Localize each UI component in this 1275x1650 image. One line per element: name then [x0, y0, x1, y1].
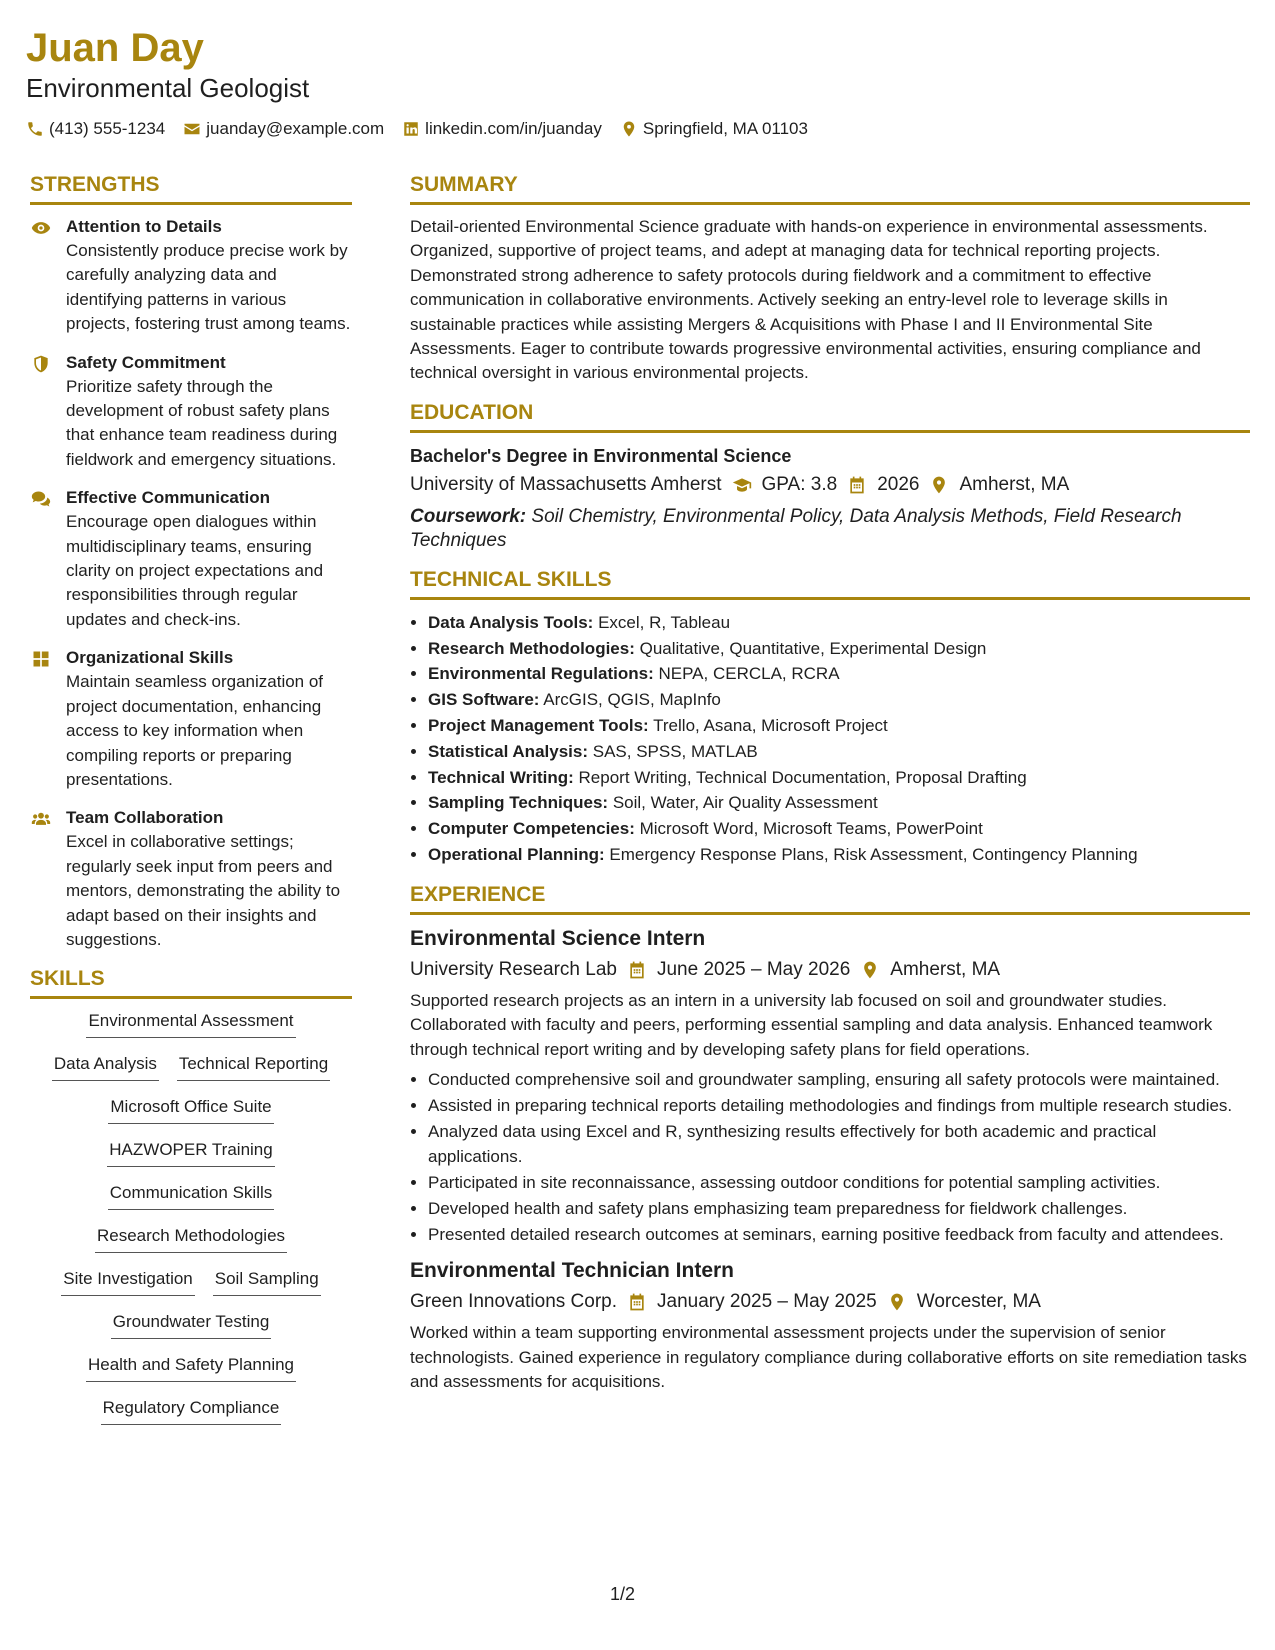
summary-section: [410, 172, 1250, 386]
skill-chip: Groundwater Testing: [111, 1310, 272, 1339]
skill-chip: Health and Safety Planning: [86, 1353, 296, 1382]
job-entry: [410, 925, 1250, 1248]
graduation-year: 2026: [877, 473, 920, 495]
job-dates: January 2025 – May 2025: [657, 1291, 877, 1313]
coursework-label: Coursework:: [410, 505, 527, 527]
summary-heading: SUMMARY: [410, 172, 1250, 205]
skill-row: [30, 1310, 352, 1339]
left-column: [30, 172, 352, 1439]
list-item: [428, 661, 1250, 687]
education-location: Amherst, MA: [959, 473, 1070, 495]
skill-chip: Environmental Assessment: [86, 1009, 295, 1038]
skill-chip: Data Analysis: [52, 1052, 159, 1081]
location-pin-icon: [620, 120, 638, 138]
contact-email[interactable]: [183, 118, 384, 140]
contact-email-text[interactable]: juanday@example.com: [206, 119, 385, 138]
strength-item: [30, 351, 352, 473]
linkedin-icon: [402, 120, 420, 138]
list-item: [428, 790, 1250, 816]
tech-skill-value: Soil, Water, Air Quality Assessment: [612, 793, 878, 813]
job-location: Amherst, MA: [890, 958, 1001, 980]
phone-icon: [26, 120, 44, 138]
users-icon: [30, 806, 54, 831]
strength-desc: Encourage open dialogues within multidisciplinary teams, ensuring clarity on project expectations and responsibilities through regular updates and check-ins.: [66, 512, 324, 629]
strength-desc: Prioritize safety through the development of robust safety plans that enhance team readiness during fieldwork and emergency situations.: [66, 376, 338, 469]
list-item: [428, 610, 1250, 636]
strength-desc: Excel in collaborative settings; regularly seek input from peers and mentors, demonstrating the ability to adapt based on their insights and suggestions.: [66, 832, 341, 949]
contact-phone: [26, 118, 165, 140]
skill-row: [30, 1009, 352, 1038]
list-item: [428, 713, 1250, 739]
skill-row: [30, 1224, 352, 1253]
contact-location: [620, 118, 808, 140]
tech-skill-label: Project Management Tools:: [428, 716, 649, 736]
list-item: • Developed health and safety plans emphasizing team preparedness for fieldwork challenges.: [428, 1197, 1250, 1221]
contact-linkedin-text[interactable]: linkedin.com/in/juanday: [425, 119, 602, 138]
tech-skill-value: Excel, R, Tableau: [598, 612, 731, 632]
tech-skill-value: SAS, SPSS, MATLAB: [592, 741, 758, 761]
coursework-list: Soil Chemistry, Environmental Policy, Data Analysis Methods, Field Research Techniques: [410, 505, 1182, 551]
tech-skill-value: Report Writing, Technical Documentation, Proposal Drafting: [578, 767, 1027, 787]
contact-phone-text: (413) 555-1234: [49, 119, 166, 138]
skill-chip: Technical Reporting: [177, 1052, 330, 1081]
job-org: University Research Lab: [410, 958, 617, 980]
tech-skill-label: Sampling Techniques:: [428, 793, 609, 813]
job-bullets: [410, 1068, 1250, 1247]
skill-row: [30, 1396, 352, 1425]
tech-skill-label: Technical Writing:: [428, 767, 574, 787]
grid-icon: [30, 646, 54, 671]
shield-icon: [30, 351, 54, 376]
experience-section: [410, 882, 1250, 1395]
location-pin-icon: [929, 475, 949, 495]
skills-section: [30, 966, 352, 1425]
tech-skill-label: Environmental Regulations:: [428, 664, 654, 684]
technical-skills-heading: TECHNICAL SKILLS: [410, 567, 1250, 600]
candidate-name: Juan Day: [26, 26, 204, 70]
gpa: GPA: 3.8: [761, 473, 838, 495]
job-meta: [410, 955, 1250, 985]
strength-title: Safety Commitment: [66, 352, 226, 372]
tech-skill-label: Data Analysis Tools:: [428, 612, 594, 632]
location-pin-icon: [887, 1292, 907, 1312]
skill-row: [30, 1095, 352, 1124]
email-icon: [183, 120, 201, 138]
list-item: • Analyzed data using Excel and R, synthesizing results effectively for both academic and practical applications.: [428, 1120, 1250, 1168]
strength-title: Attention to Details: [66, 217, 222, 236]
skill-chip: Site Investigation: [61, 1267, 194, 1296]
tech-skill-value: Qualitative, Quantitative, Experimental Design: [639, 638, 987, 658]
calendar-icon: [627, 1292, 647, 1312]
strength-desc: Maintain seamless organization of project documentation, enhancing access to key information when compiling reports or preparing presentations.: [66, 672, 324, 789]
strength-item: [30, 486, 352, 632]
experience-heading: EXPERIENCE: [410, 882, 1250, 915]
contact-row: [26, 118, 1246, 140]
skill-row: [30, 1138, 352, 1167]
education-heading: EDUCATION: [410, 400, 1250, 433]
strength-title: Team Collaboration: [66, 808, 224, 828]
calendar-icon: [847, 475, 867, 495]
strengths-heading: STRENGTHS: [30, 172, 352, 205]
contact-location-text: Springfield, MA 01103: [642, 119, 808, 138]
list-item: [428, 816, 1250, 842]
coursework: [410, 505, 1250, 553]
eye-icon: [30, 215, 54, 240]
list-item: • Assisted in preparing technical reports detailing methodologies and findings from multiple research studies.: [428, 1094, 1250, 1118]
education-section: [410, 400, 1250, 553]
skill-chip: HAZWOPER Training: [107, 1138, 274, 1167]
tech-skill-label: GIS Software:: [428, 690, 540, 710]
tech-skill-value: ArcGIS, QGIS, MapInfo: [543, 690, 721, 710]
skill-row: [30, 1181, 352, 1210]
skill-row: [30, 1052, 352, 1081]
school-name: University of Massachusetts Amherst: [410, 473, 722, 495]
resume-header: [26, 24, 1246, 140]
skill-chip: Research Methodologies: [95, 1224, 287, 1253]
strength-item: [30, 215, 352, 337]
skill-chip: Communication Skills: [108, 1181, 275, 1210]
job-location: Worcester, MA: [916, 1291, 1041, 1313]
technical-skills-list: [410, 610, 1250, 868]
list-item: [428, 636, 1250, 662]
strength-title: Organizational Skills: [66, 648, 234, 668]
list-item: • Conducted comprehensive soil and groundwater sampling, ensuring all safety protocols were maintained.: [428, 1068, 1250, 1092]
job-description: Worked within a team supporting environmental assessment projects under the supervision of senior technologists. Gained experience in regulatory compliance during collaborative efforts on site remediation tasks and assessments for acquisitions.: [410, 1323, 1247, 1392]
tech-skill-label: Statistical Analysis:: [428, 741, 588, 761]
list-item: [428, 687, 1250, 713]
comments-icon: [30, 486, 54, 511]
strength-item: [30, 806, 352, 952]
list-item: [428, 765, 1250, 791]
job-meta: [410, 1287, 1250, 1317]
tech-skill-label: Research Methodologies:: [428, 638, 635, 658]
skill-chip: Microsoft Office Suite: [108, 1095, 273, 1124]
skill-row: [30, 1267, 352, 1296]
location-pin-icon: [860, 960, 880, 980]
job-title: Environmental Technician Intern: [410, 1259, 735, 1283]
list-item: [428, 842, 1250, 868]
tech-skill-value: Microsoft Word, Microsoft Teams, PowerPoint: [639, 819, 983, 839]
job-title: Environmental Science Intern: [410, 926, 706, 950]
skill-row: [30, 1353, 352, 1382]
technical-skills-section: [410, 567, 1250, 868]
job-dates: June 2025 – May 2026: [656, 958, 851, 980]
job-description: Supported research projects as an intern in a university lab focused on soil and groundwater studies. Collaborated with faculty and peers, performing essential sampling and data analysis. Enhanced teamwork through technical report writing and by developing safety plans for field operations.: [410, 990, 1213, 1059]
summary-text: Detail-oriented Environmental Science graduate with hands-on experience in environmental assessments. Organized, supportive of project teams, and adept at managing data for technical reporting projects. Demonstrated strong adherence to safety protocols during fieldwork and a commitment to effective communication in collaborative environments. Actively seeking an entry-level role to leverage skills in sustainable practices while assisting Mergers & Acquisitions with Phase I and II Environmental Site Assessments. Eager to contribute towards progressive environmental activities, ensuring compliance and technical oversight in various environmental projects.: [410, 217, 1208, 383]
strength-item: [30, 646, 352, 792]
right-column: [410, 172, 1250, 1409]
tech-skill-value: NEPA, CERCLA, RCRA: [658, 664, 840, 684]
job-entry: [410, 1257, 1250, 1394]
strength-desc: Consistently produce precise work by carefully analyzing data and identifying patterns in various projects, fostering trust among teams.: [66, 241, 351, 334]
list-item: • Participated in site reconnaissance, assessing outdoor conditions for potential sampling activities.: [428, 1171, 1250, 1195]
skill-chip: Regulatory Compliance: [101, 1396, 282, 1425]
tech-skill-value: Trello, Asana, Microsoft Project: [653, 716, 888, 736]
job-org: Green Innovations Corp.: [410, 1291, 618, 1313]
degree-title: Bachelor's Degree in Environmental Science: [410, 445, 792, 466]
tech-skill-value: Emergency Response Plans, Risk Assessment, Contingency Planning: [609, 845, 1138, 865]
contact-linkedin[interactable]: [402, 118, 602, 140]
education-meta: [410, 471, 1250, 499]
list-item: [428, 739, 1250, 765]
candidate-title: Environmental Geologist: [26, 73, 310, 103]
calendar-icon: [627, 960, 647, 980]
tech-skill-label: Computer Competencies:: [428, 819, 635, 839]
list-item: • Presented detailed research outcomes at seminars, earning positive feedback from faculty and attendees.: [428, 1223, 1250, 1247]
skill-chip: Soil Sampling: [213, 1267, 321, 1296]
skills-heading: SKILLS: [30, 966, 352, 999]
tech-skill-label: Operational Planning:: [428, 845, 605, 865]
graduation-cap-icon: [732, 475, 752, 495]
page-number: 1/2: [610, 1584, 636, 1604]
strength-title: Effective Communication: [66, 488, 271, 508]
